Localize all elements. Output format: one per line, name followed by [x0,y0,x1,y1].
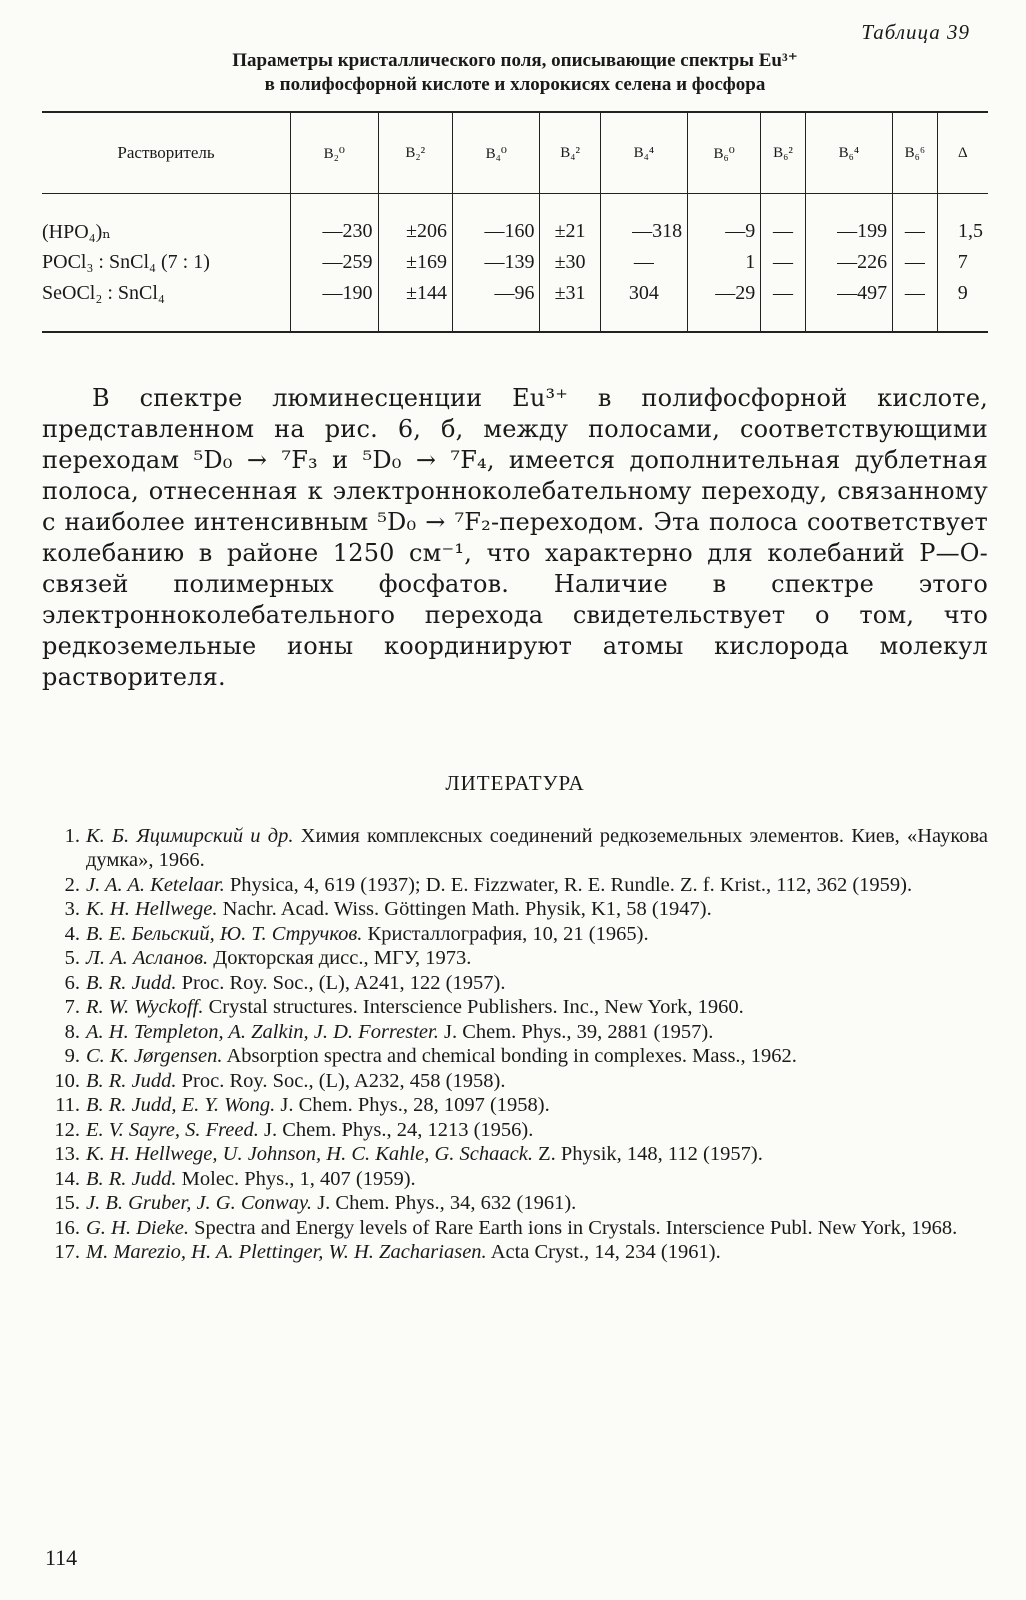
reference-number: 8. [64,1020,80,1043]
reference-item [42,1240,988,1264]
reference-authors: A. H. Templeton, A. Zalkin, J. D. Forrester. [86,1020,439,1043]
table-cell: —190 [291,278,378,332]
reference-number: 4. [64,922,80,945]
page-number: 114 [45,1545,78,1570]
reference-text [86,922,988,946]
reference-source: J. Chem. Phys., 34, 632 (1961). [317,1192,577,1214]
reference-number: 13. [54,1143,80,1165]
table-cell: — [893,278,937,332]
reference-item [42,1191,988,1215]
column-header: B₂² [378,112,453,194]
reference-authors: K. H. Hellwege, U. Johnson, H. C. Kahle, G. Schaack. [86,1143,533,1165]
reference-source: Proc. Roy. Soc., (L), A241, 122 (1957). [181,971,506,994]
table-row [42,278,988,332]
table-cell: —160 [453,194,540,248]
reference-source: Acta Cryst., 14, 234 (1961). [490,1241,721,1263]
caption-line-1: Параметры кристаллического поля, описывающие спектры Eu³⁺ [232,50,798,71]
reference-authors: C. K. Jørgensen. [86,1045,223,1067]
table-cell: 9 [937,278,988,332]
reference-authors: G. H. Dieke. [86,1216,190,1239]
column-header: Δ [937,112,988,194]
reference-number: 2. [64,873,80,896]
reference-source: Proc. Roy. Soc., (L), A232, 458 (1958). [181,1069,506,1092]
reference-authors: M. Marezio, H. A. Plettinger, W. H. Zachariasen. [86,1241,487,1263]
reference-text [86,1069,988,1093]
reference-text [86,824,988,872]
table-cell: —226 [805,247,892,278]
table-cell: — [761,247,805,278]
reference-source: Z. Physik, 148, 112 (1957). [538,1143,763,1165]
reference-item [42,1216,988,1240]
table-cell: — [893,194,937,248]
reference-authors: E. V. Sayre, S. Freed. [86,1118,259,1141]
reference-item [42,971,988,995]
table-cell: ±31 [540,278,600,332]
table-cell: SeOCl₂ : SnCl₄ [42,282,165,304]
table-cell: — [600,247,687,278]
reference-item [42,1167,988,1191]
reference-text [86,1118,988,1142]
column-header: B₆⁶ [893,112,937,194]
table-cell: —259 [291,247,378,278]
reference-text [86,1142,988,1166]
table-cell: — [893,247,937,278]
table-row [42,194,988,248]
table-header-row [42,112,988,194]
page [42,20,988,1265]
column-header: B₂⁰ [291,112,378,194]
table-cell: — [761,194,805,248]
reference-authors: R. W. Wyckoff. [86,996,204,1018]
reference-text [86,946,988,970]
literature-heading: ЛИТЕРАТУРА [445,771,585,795]
reference-source: Molec. Phys., 1, 407 (1959). [181,1167,416,1190]
reference-item [42,897,988,921]
table-cell: ±144 [378,278,453,332]
crystal-field-table [42,111,988,333]
reference-source: J. Chem. Phys., 28, 1097 (1958). [280,1094,550,1116]
reference-item [42,1069,988,1093]
reference-item [42,1093,988,1117]
reference-item [42,995,988,1019]
table-cell: —318 [600,194,687,248]
table-cell: (HPO₄)ₙ [42,221,111,243]
table-cell: ±206 [378,194,453,248]
reference-number: 17. [54,1241,80,1263]
reference-authors: B. R. Judd, E. Y. Wong. [86,1094,276,1116]
table-cell: —9 [688,194,761,248]
table-cell: 304 [600,278,687,332]
reference-source: Химия комплексных соединений редкоземельных элементов. Киев, «Наукова думка», 1966. [86,825,989,871]
column-header: B₆⁴ [805,112,892,194]
table-row [42,247,988,278]
reference-number: 10. [54,1069,80,1092]
reference-text [86,1216,988,1240]
table-cell: — [761,278,805,332]
reference-source: Absorption spectra and chemical bonding in complexes. Mass., 1962. [226,1045,797,1067]
reference-source: Кристаллография, 10, 21 (1965). [367,922,649,945]
table-cell: ±169 [378,247,453,278]
reference-authors: B. R. Judd. [86,1069,177,1092]
column-header: Растворитель [117,143,215,162]
column-header: B₄² [540,112,600,194]
reference-text [86,1093,988,1117]
column-header: B₄⁴ [600,112,687,194]
reference-source: J. Chem. Phys., 24, 1213 (1956). [264,1118,534,1141]
reference-item [42,1044,988,1068]
reference-text [86,1020,988,1044]
reference-item [42,946,988,970]
reference-authors: B. R. Judd. [86,1167,177,1190]
reference-list [42,824,988,1264]
reference-source: Nachr. Acad. Wiss. Göttingen Math. Physik, K1, 58 (1947). [222,898,712,920]
reference-item [42,824,988,872]
reference-number: 14. [54,1167,80,1190]
reference-text [86,897,988,921]
table-cell: —230 [291,194,378,248]
reference-number: 12. [54,1118,80,1141]
table-cell: —497 [805,278,892,332]
reference-authors: В. Е. Бельский, Ю. Т. Стручков. [86,922,363,945]
reference-source: Physica, 4, 619 (1937); D. E. Fizzwater, R. E. Rundle. Z. f. Krist., 112, 362 (1959). [229,873,913,896]
reference-number: 15. [54,1192,80,1214]
reference-text [86,1191,988,1215]
reference-text [86,1167,988,1191]
column-header: B₆² [761,112,805,194]
table-cell: —96 [453,278,540,332]
reference-item [42,1118,988,1142]
reference-source: Spectra and Energy levels of Rare Earth ions in Crystals. Interscience Publ. New York, 1968. [194,1216,958,1239]
reference-authors: K. H. Hellwege. [86,898,218,920]
reference-item [42,1020,988,1044]
reference-source: Докторская дисс., МГУ, 1973. [213,947,472,969]
reference-authors: B. R. Judd. [86,971,177,994]
reference-number: 5. [64,947,80,969]
column-header: B₄⁰ [453,112,540,194]
table-number: Таблица 39 [861,20,970,44]
table-cell: —29 [688,278,761,332]
reference-authors: J. B. Gruber, J. G. Conway. [86,1192,313,1214]
table-caption [42,49,988,97]
reference-source: J. Chem. Phys., 39, 2881 (1957). [443,1020,714,1043]
reference-number: 16. [54,1216,80,1239]
reference-text [86,1044,988,1068]
reference-text [86,1240,988,1264]
reference-source: Crystal structures. Interscience Publishers. Inc., New York, 1960. [208,996,744,1018]
reference-text [86,995,988,1019]
reference-number: 9. [64,1045,80,1067]
table-cell: POCl₃ : SnCl₄ (7 : 1) [42,251,210,273]
column-header: B₆⁰ [688,112,761,194]
reference-item [42,1142,988,1166]
reference-number: 3. [64,898,80,920]
table-cell: —199 [805,194,892,248]
table-cell: 7 [937,247,988,278]
table-cell: 1 [688,247,761,278]
table-cell: ±21 [540,194,600,248]
caption-line-2: в полифосфорной кислоте и хлорокисях селена и фосфора [264,74,766,95]
reference-authors: Л. А. Асланов. [86,947,209,969]
reference-item [42,922,988,946]
reference-number: 11. [55,1094,80,1116]
table-cell: —139 [453,247,540,278]
body-paragraph: В спектре люминесценции Eu³⁺ в полифосфорной кислоте, представленном на рис. 6, б, между полосами, соответствующими переходам ⁵D₀ → ⁷F₃ и ⁵D₀ → ⁷F₄, имеется дополнительная дублетная полоса, отнесенная к электронноколебательному переходу, связанному с наиболее интенсивным ⁵D₀ → ⁷F₂-переходом. Эта полоса соответствует колебанию в районе 1250 см⁻¹, что характерно для колебаний Р—О-связей полимерных фосфатов. Наличие в спектре этого электронноколебательного перехода свидетельствует о том, что редкоземельные ионы координируют атомы кислорода молекул растворителя. [42,384,988,691]
reference-item [42,873,988,897]
reference-authors: J. A. A. Ketelaar. [86,873,225,896]
reference-number: 7. [64,996,80,1018]
table-cell: 1,5 [937,194,988,248]
table-cell: ±30 [540,247,600,278]
reference-text [86,971,988,995]
reference-number: 6. [64,971,80,994]
reference-authors: К. Б. Яцимирский и др. [86,825,294,847]
reference-text [86,873,988,897]
reference-number: 1. [64,825,80,847]
